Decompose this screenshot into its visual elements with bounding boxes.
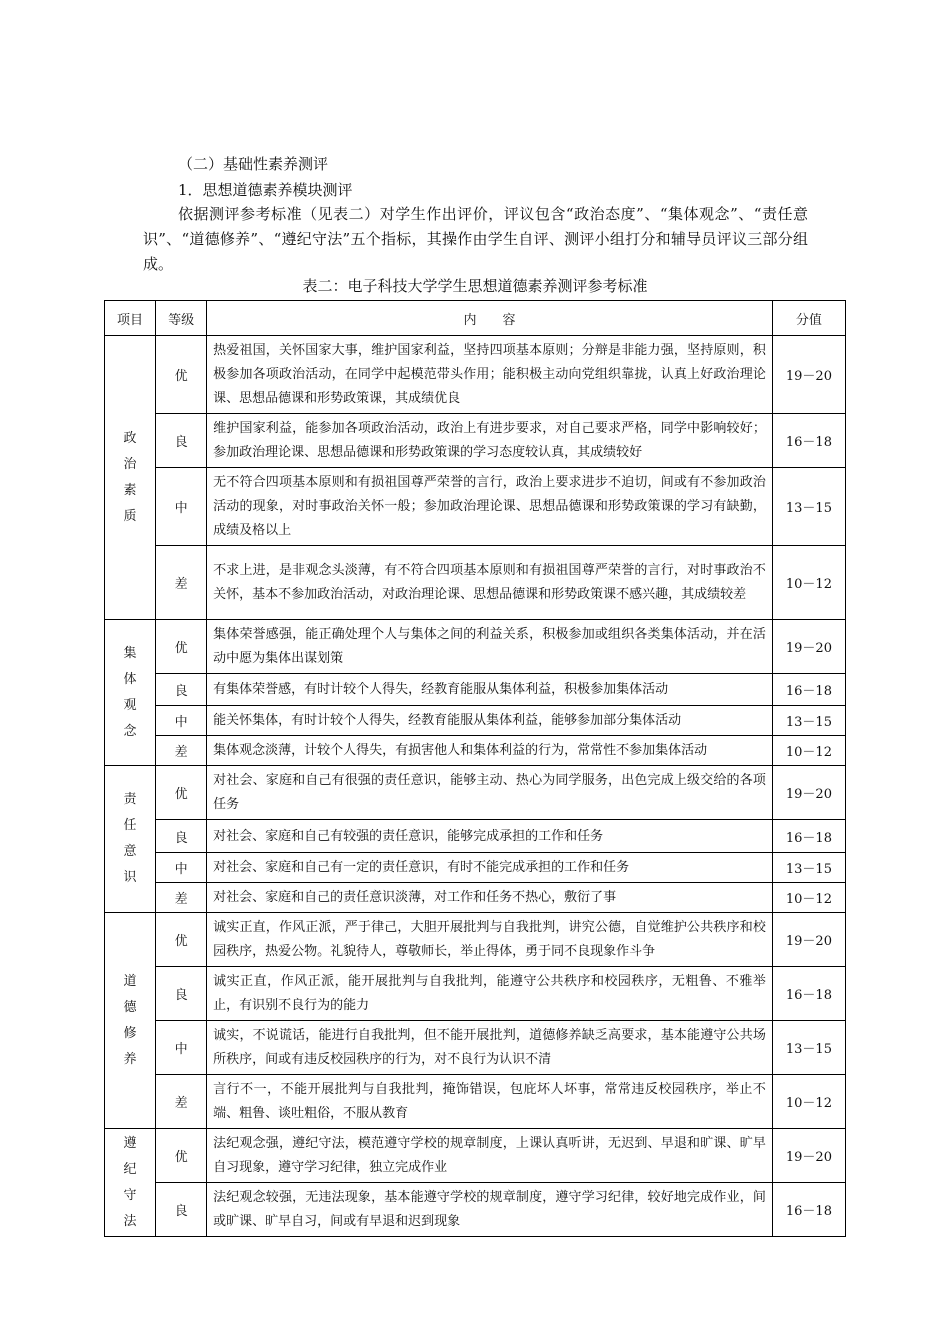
item-cell (105, 913, 156, 1129)
content-cell (207, 913, 773, 967)
score-cell: 19－20 (772, 336, 845, 414)
score-cell: 16－18 (772, 1183, 845, 1237)
content-cell (207, 766, 773, 820)
content-text: 热爱祖国，关怀国家大事，维护国家利益，坚持四项基本原则；分辩是非能力强，坚持原则，积极参加各项政治活动，在同学中起模范带头作用；能积极主动向党组织靠拢，认真上好政治理论课、思想品德课和形势政策课，其成绩优良 (213, 343, 766, 406)
content-cell (207, 546, 773, 620)
item-char: 念 (123, 723, 137, 739)
item-char: 守 (123, 1187, 137, 1203)
content-text: 诚实正直，作风正派，能开展批判与自我批判，能遵守公共秩序和校园秩序，无粗鲁、不雅举止，有识别不良行为的能力 (213, 974, 766, 1013)
content-cell (207, 468, 773, 546)
content-text: 有集体荣誉感，有时计较个人得失，经教育能服从集体利益，积极参加集体活动 (213, 682, 669, 697)
score-cell: 16－18 (772, 414, 845, 468)
grade-cell: 优 (156, 336, 207, 414)
content-text: 集体荣誉感强，能正确处理个人与集体之间的利益关系，积极参加或组织各类集体活动，并在活动中愿为集体出谋划策 (213, 627, 766, 666)
content-cell (207, 706, 773, 736)
content-text: 维护国家利益，能参加各项政治活动，政治上有进步要求，对自己要求严格，同学中影响较好；参加政治理论课、思想品德课和形势政策课的学习态度较认真，其成绩较好 (213, 421, 766, 460)
score-cell: 10－12 (772, 736, 845, 766)
score-cell: 10－12 (772, 1075, 845, 1129)
item-char: 修 (123, 1025, 137, 1041)
item-char: 遵 (123, 1135, 137, 1151)
item-char: 意 (123, 844, 137, 859)
content-cell (207, 883, 773, 913)
header-grade: 等级 (156, 301, 207, 336)
content-text: 无不符合四项基本原则和有损祖国尊严荣誉的言行，政治上要求进步不迫切，间或有不参加政治活动的现象，对时事政治关怀一般；参加政治理论课、思想品德课和形势政策课的学习有缺勤，成绩及格以上 (213, 475, 766, 538)
content-cell (207, 1075, 773, 1129)
score-cell: 19－20 (772, 913, 845, 967)
item-char: 观 (123, 697, 137, 713)
table-row (105, 883, 846, 913)
content-cell (207, 820, 773, 853)
grade-cell: 良 (156, 674, 207, 706)
table-row (105, 414, 846, 468)
item-char: 素 (123, 482, 137, 498)
table-row (105, 1183, 846, 1237)
table-row (105, 546, 846, 620)
content-text: 集体观念淡薄，计较个人得失，有损害他人和集体利益的行为，常常性不参加集体活动 (213, 743, 708, 758)
item-char: 德 (123, 999, 137, 1015)
grade-cell: 中 (156, 853, 207, 883)
table-row (105, 766, 846, 820)
grade-cell: 差 (156, 546, 207, 620)
standards-table (104, 300, 846, 1237)
content-text: 能关怀集体，有时计较个人得失，经教育能服从集体利益，能够参加部分集体活动 (213, 713, 682, 728)
item-char: 治 (123, 456, 137, 472)
score-cell: 13－15 (772, 1021, 845, 1075)
content-text: 不求上进，是非观念头淡薄，有不符合四项基本原则和有损祖国尊严荣誉的言行，对时事政治不关怀，基本不参加政治活动，对政治理论课、思想品德课和形势政策课不感兴趣，其成绩较差 (213, 563, 766, 602)
item-cell (105, 620, 156, 766)
score-cell: 19－20 (772, 766, 845, 820)
content-text: 对社会、家庭和自己的责任意识淡薄，对工作和任务不热心，敷衍了事 (213, 890, 617, 905)
item-char: 任 (123, 818, 137, 833)
content-cell (207, 967, 773, 1021)
table-caption: 表二：电子科技大学学生思想道德素养测评参考标准 (302, 277, 648, 295)
content-text: 对社会、家庭和自己有一定的责任意识，有时不能完成承担的工作和任务 (213, 860, 630, 875)
grade-cell: 中 (156, 468, 207, 546)
score-cell: 10－12 (772, 883, 845, 913)
item-cell (105, 336, 156, 620)
content-cell (207, 674, 773, 706)
grade-cell: 优 (156, 913, 207, 967)
table-row (105, 736, 846, 766)
score-cell: 10－12 (772, 546, 845, 620)
header-content: 内 容 (207, 301, 773, 336)
content-text: 对社会、家庭和自己有较强的责任意识，能够完成承担的工作和任务 (213, 828, 604, 844)
grade-cell: 优 (156, 766, 207, 820)
table-row (105, 820, 846, 853)
score-cell: 19－20 (772, 1129, 845, 1183)
content-cell (207, 620, 773, 674)
grade-cell: 优 (156, 1129, 207, 1183)
score-cell: 19－20 (772, 620, 845, 674)
item-cell (105, 766, 156, 913)
grade-cell: 优 (156, 620, 207, 674)
score-cell: 16－18 (772, 674, 845, 706)
content-cell (207, 853, 773, 883)
table-row (105, 1129, 846, 1183)
header-item: 项目 (105, 301, 156, 336)
grade-cell: 良 (156, 820, 207, 853)
score-cell: 13－15 (772, 468, 845, 546)
score-cell: 16－18 (772, 820, 845, 853)
content-text: 对社会、家庭和自己有很强的责任意识，能够主动、热心为同学服务，出色完成上级交给的各项任务 (213, 773, 766, 812)
item-char: 质 (123, 508, 137, 524)
grade-cell: 良 (156, 967, 207, 1021)
score-cell: 13－15 (772, 706, 845, 736)
score-cell: 16－18 (772, 967, 845, 1021)
table-row (105, 1075, 846, 1129)
item-char: 纪 (123, 1161, 137, 1177)
item-char: 体 (123, 671, 137, 687)
content-cell (207, 1183, 773, 1237)
grade-cell: 差 (156, 883, 207, 913)
table-header-row (105, 301, 846, 336)
grade-cell: 中 (156, 706, 207, 736)
intro-paragraph: 依据测评参考标准（见表二）对学生作出评价，评议包含“政治态度”、“集体观念”、“责任意识”、“道德修养”、“遵纪守法”五个指标，其操作由学生自评、测评小组打分和辅导员评议三部分组成。 (143, 205, 808, 273)
content-cell (207, 1129, 773, 1183)
content-cell (207, 1021, 773, 1075)
grade-cell: 中 (156, 1021, 207, 1075)
item-char: 集 (123, 645, 137, 661)
grade-cell: 差 (156, 736, 207, 766)
item-char: 道 (123, 973, 137, 989)
content-cell (207, 736, 773, 766)
content-text: 诚实，不说谎话，能进行自我批判，但不能开展批判，道德修养缺乏高要求，基本能遵守公共场所秩序，间或有违反校园秩序的行为，对不良行为认识不清 (213, 1028, 766, 1067)
table-row (105, 336, 846, 414)
item-char: 责 (123, 792, 137, 807)
content-text: 法纪观念较强，无违法现象，基本能遵守学校的规章制度，遵守学习纪律，较好地完成作业，间或旷课、旷早自习，间或有早退和迟到现象 (213, 1190, 766, 1229)
item-cell (105, 1129, 156, 1237)
sub-heading: 1．思想道德素养模块测评 (178, 181, 353, 199)
content-cell (207, 414, 773, 468)
item-char: 养 (123, 1051, 137, 1067)
item-char: 识 (123, 870, 137, 885)
content-text: 言行不一，不能开展批判与自我批判，掩饰错误，包庇坏人坏事，常常违反校园秩序，举止不端、粗鲁、谈吐粗俗，不服从教育 (213, 1082, 766, 1121)
item-char: 政 (123, 430, 137, 446)
table-row (105, 674, 846, 706)
section-heading: （二）基础性素养测评 (178, 155, 329, 173)
grade-cell: 良 (156, 414, 207, 468)
score-cell: 13－15 (772, 853, 845, 883)
table-row (105, 620, 846, 674)
content-text: 法纪观念强，遵纪守法，模范遵守学校的规章制度，上课认真听讲，无迟到、早退和旷课、旷早自习现象，遵守学习纪律，独立完成作业 (213, 1136, 766, 1175)
table-row (105, 468, 846, 546)
table-row (105, 853, 846, 883)
content-cell (207, 336, 773, 414)
table-row (105, 913, 846, 967)
grade-cell: 差 (156, 1075, 207, 1129)
grade-cell: 良 (156, 1183, 207, 1237)
table-body (105, 301, 846, 1237)
table-row (105, 706, 846, 736)
header-score: 分值 (772, 301, 845, 336)
table-row (105, 967, 846, 1021)
content-text: 诚实正直，作风正派，严于律己，大胆开展批判与自我批判，讲究公德，自觉维护公共秩序和校园秩序，热爱公物。礼貌待人，尊敬师长，举止得体，勇于同不良现象作斗争 (213, 920, 766, 959)
table-row (105, 1021, 846, 1075)
item-char: 法 (123, 1213, 137, 1229)
